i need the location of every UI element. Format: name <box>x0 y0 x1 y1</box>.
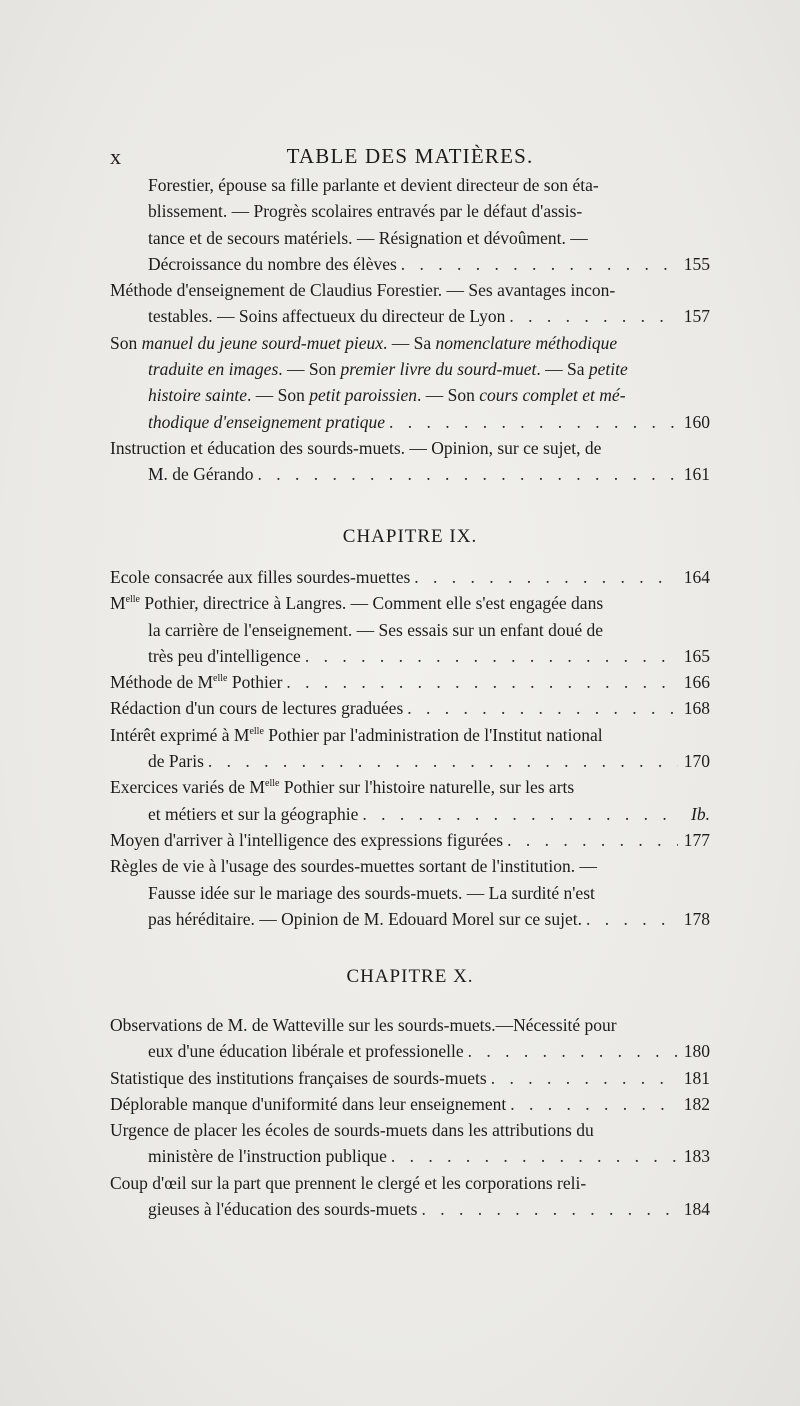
entry-text: Fausse idée sur le mariage des sourds-muets. — La surdité n'est <box>148 882 595 903</box>
page-ref: 155 <box>683 253 710 274</box>
entry-text: Rédaction d'un cours de lectures graduées <box>110 698 404 719</box>
entry-text: Méthode d'enseignement de Claudius Forestier. — Ses avantages incon- <box>110 280 616 301</box>
dot-leader <box>391 1143 678 1169</box>
toc-section-2 <box>110 564 710 932</box>
entry-text: Exercices variés de $M^{elle}$ Pothier sur l'histoire naturelle, sur les arts <box>110 777 575 798</box>
dot-leader <box>507 827 678 853</box>
entry-text: Statistique des institutions françaises de sourds-muets <box>110 1067 487 1088</box>
entry-text: Observations de M. de Watteville sur les sourds-muets.—Nécessité pour <box>110 1015 617 1035</box>
dot-leader <box>401 251 678 277</box>
toc-entry <box>110 172 710 277</box>
toc-entry <box>110 435 710 488</box>
dot-leader <box>286 669 678 695</box>
toc-entry <box>110 277 710 330</box>
toc-entry <box>110 330 710 435</box>
page-ref: 161 <box>683 464 710 485</box>
page-ref: 178 <box>683 908 710 929</box>
toc-entry <box>110 1117 710 1170</box>
dot-leader <box>509 303 678 329</box>
toc-entry <box>110 722 710 775</box>
dot-leader <box>389 409 678 435</box>
toc-entry <box>110 590 710 669</box>
dot-leader <box>586 906 678 932</box>
entry-text: Intérêt exprimé à $M^{elle}$ Pothier par l'administration de l'Institut national <box>110 724 603 745</box>
dot-leader <box>305 643 678 669</box>
entry-text: eux d'une éducation libérale et professionelle <box>148 1041 464 1062</box>
entry-text: tance et de secours matériels. — Résignation et dévoûment. — <box>148 227 588 248</box>
entry-text: Coup d'œil sur la part que prennent le clergé et les corporations reli- <box>110 1172 587 1193</box>
toc-entry <box>110 1065 710 1091</box>
entry-text: blissement. — Progrès scolaires entravés par le défaut d'assis- <box>148 201 583 222</box>
entry-text: Méthode de $M^{elle}$ Pothier <box>110 672 283 693</box>
toc-entry <box>110 1091 710 1117</box>
entry-text: traduite en images. — Son premier livre du sourd-muet. — Sa petite <box>148 359 628 380</box>
entry-text: Moyen d'arriver à l'intelligence des expressions figurées <box>110 829 504 850</box>
entry-text: testables. — Soins affectueux du directeur de Lyon <box>148 306 506 327</box>
dot-leader <box>414 564 678 590</box>
entry-text: $M^{elle}$ Pothier, directrice à Langres. — Comment elle s'est engagée dans <box>110 593 604 614</box>
page-ref: Ib. <box>691 803 710 824</box>
page-ref: 184 <box>683 1199 710 1220</box>
chapter-heading: CHAPITRE IX. <box>342 526 478 547</box>
page-ref: 180 <box>683 1041 710 1062</box>
page-ref: 164 <box>683 567 710 587</box>
entry-text: Instruction et éducation des sourds-muets. — Opinion, sur ce sujet, de <box>110 437 602 458</box>
toc-section-1 <box>110 172 710 488</box>
entry-text: et métiers et sur la géographie <box>148 803 359 824</box>
entry-text: très peu d'intelligence <box>148 645 301 666</box>
toc-entry <box>110 564 710 590</box>
toc-entry <box>110 1012 710 1065</box>
entry-text: de Paris <box>148 751 204 772</box>
toc-entry <box>110 853 710 932</box>
entry-text: la carrière de l'enseignement. — Ses essais sur un enfant doué de <box>148 619 604 640</box>
dot-leader <box>421 1196 678 1222</box>
page-ref: 177 <box>683 829 710 850</box>
toc-entry <box>110 1170 710 1223</box>
toc-entry <box>110 774 710 827</box>
page-header <box>110 140 710 174</box>
page-number: x <box>110 144 121 169</box>
dot-leader <box>362 801 678 827</box>
page-ref: 170 <box>683 751 710 772</box>
entry-text: Forestier, épouse sa fille parlante et devient directeur de son éta- <box>148 175 599 195</box>
entry-text: gieuses à l'éducation des sourds-muets <box>148 1199 418 1220</box>
page-ref: 183 <box>683 1146 710 1167</box>
entry-text: Déplorable manque d'uniformité dans leur enseignement <box>110 1093 507 1114</box>
chapter-heading: CHAPITRE X. <box>346 966 474 987</box>
toc-entry <box>110 669 710 695</box>
running-title: TABLE DES MATIÈRES. <box>286 144 534 168</box>
toc-entry <box>110 695 710 721</box>
toc-section-3 <box>110 1012 710 1222</box>
page-ref: 181 <box>683 1067 710 1088</box>
toc-entry <box>110 827 710 853</box>
dot-leader <box>407 695 678 721</box>
dot-leader <box>468 1038 678 1064</box>
dot-leader <box>491 1065 678 1091</box>
dot-leader <box>510 1091 678 1117</box>
entry-text: ministère de l'instruction publique <box>148 1146 387 1167</box>
entry-text: Urgence de placer les écoles de sourds-muets dans les attributions du <box>110 1120 594 1141</box>
page-ref: 166 <box>683 672 710 693</box>
page-ref: 168 <box>683 698 710 719</box>
entry-text: pas héréditaire. — Opinion de M. Edouard Morel sur ce sujet. <box>148 908 582 929</box>
entry-text: M. de Gérando <box>148 464 254 485</box>
page-ref: 165 <box>683 645 710 666</box>
dot-leader <box>208 748 678 774</box>
entry-text: Règles de vie à l'usage des sourdes-muettes sortant de l'institution. — <box>110 856 597 877</box>
entry-text: thodique d'enseignement pratique <box>148 411 386 432</box>
dot-leader <box>257 461 678 487</box>
page-ref: 157 <box>683 306 710 327</box>
entry-text: histoire sainte. — Son petit paroissien. — Son cours complet et mé- <box>148 385 626 406</box>
page-ref: 160 <box>683 411 710 432</box>
page-ref: 182 <box>683 1093 710 1114</box>
entry-text: Décroissance du nombre des élèves <box>148 253 397 274</box>
entry-text: Son manuel du jeune sourd-muet pieux. — Sa nomenclature méthodique <box>110 332 618 353</box>
entry-text: Ecole consacrée aux filles sourdes-muettes <box>110 567 411 587</box>
